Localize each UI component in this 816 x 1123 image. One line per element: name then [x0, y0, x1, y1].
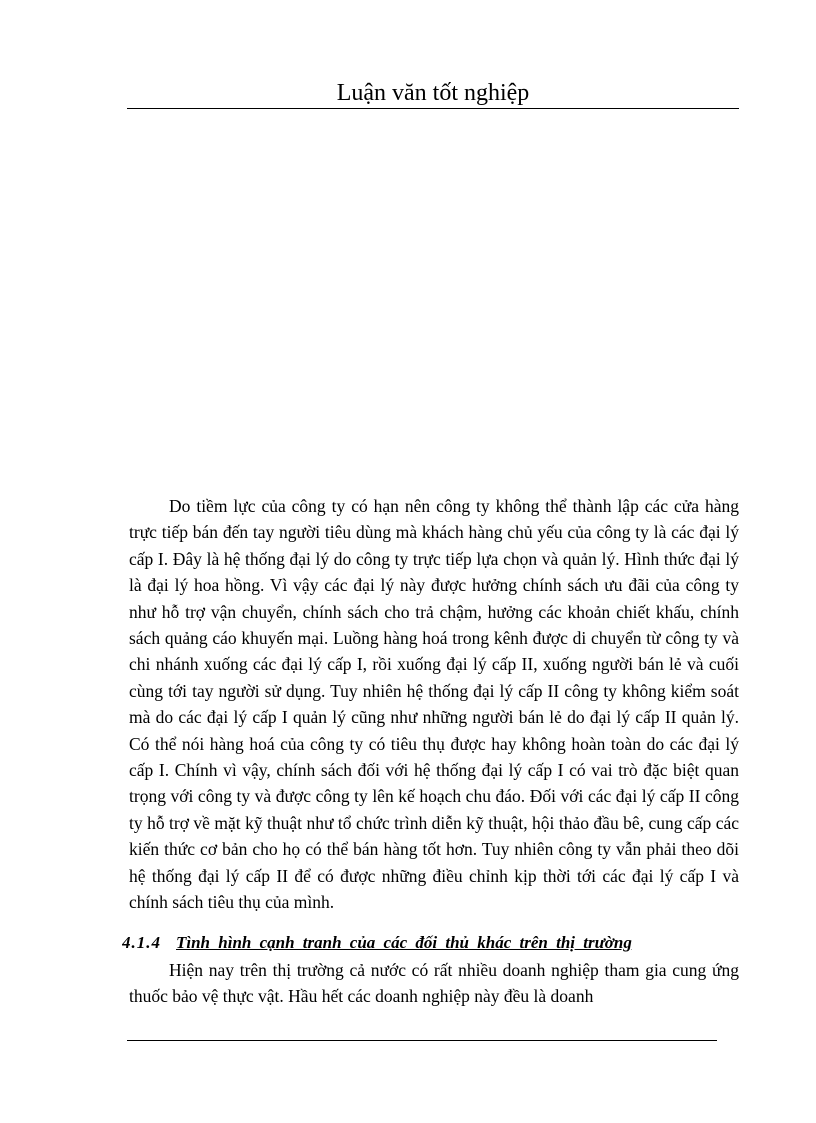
- body-paragraph-1: Do tiềm lực của công ty có hạn nên công ty không thể thành lập các cửa hàng trực tiếp bán đến tay người tiêu dùng mà khách hàng chủ yếu của công ty là các đại lý cấp I. Đây là hệ thống đại lý do công ty trực tiếp lựa chọn và quản lý. Hình thức đại lý là đại lý hoa hồng. Vì vậy các đại lý này được hưởng chính sách ưu đãi của công ty như hỗ trợ vận chuyển, chính sách cho trả chậm, hưởng các khoản chiết khấu, chính sách quảng cáo khuyến mại. Luồng hàng hoá trong kênh được di chuyển từ công ty và chi nhánh xuống các đại lý cấp I, rồi xuống đại lý cấp II, xuống người bán lẻ và cuối cùng tới tay người sử dụng. Tuy nhiên hệ thống đại lý cấp II công ty không kiểm soát mà do các đại lý cấp I quản lý cũng như những người bán lẻ do đại lý cấp II quản lý. Có thể nói hàng hoá của công ty có tiêu thụ được hay không hoàn toàn do các đại lý cấp I. Chính vì vậy, chính sách đối với hệ thống đại lý cấp I có vai trò đặc biệt quan trọng với công ty và được công ty lên kế hoạch chu đáo. Đối với các đại lý cấp II công ty hỗ trợ về mặt kỹ thuật như tổ chức trình diễn kỹ thuật, hội thảo đầu bê, cung cấp các kiến thức cơ bản cho họ có thể bán hàng tốt hơn. Tuy nhiên công ty vẫn phải theo dõi hệ thống đại lý cấp II để có được những điều chỉnh kịp thời tới các đại lý cấp I và chính sách tiêu thụ của mình.: [129, 496, 739, 913]
- page-header-title: Luận văn tốt nghiệp: [336, 80, 530, 106]
- section-number: 4.1.4: [122, 933, 161, 952]
- header-divider: [127, 108, 739, 109]
- section-title: Tình hình cạnh tranh của các đối thủ khác trên thị trường: [176, 933, 632, 952]
- section-heading: [122, 931, 739, 955]
- body-paragraph-2: Hiện nay trên thị trường cả nước có rất nhiều doanh nghiệp tham gia cung ứng thuốc bảo vệ thực vật. Hầu hết các doanh nghiệp này đều là doanh: [129, 960, 739, 1007]
- footer-divider: [127, 1040, 717, 1041]
